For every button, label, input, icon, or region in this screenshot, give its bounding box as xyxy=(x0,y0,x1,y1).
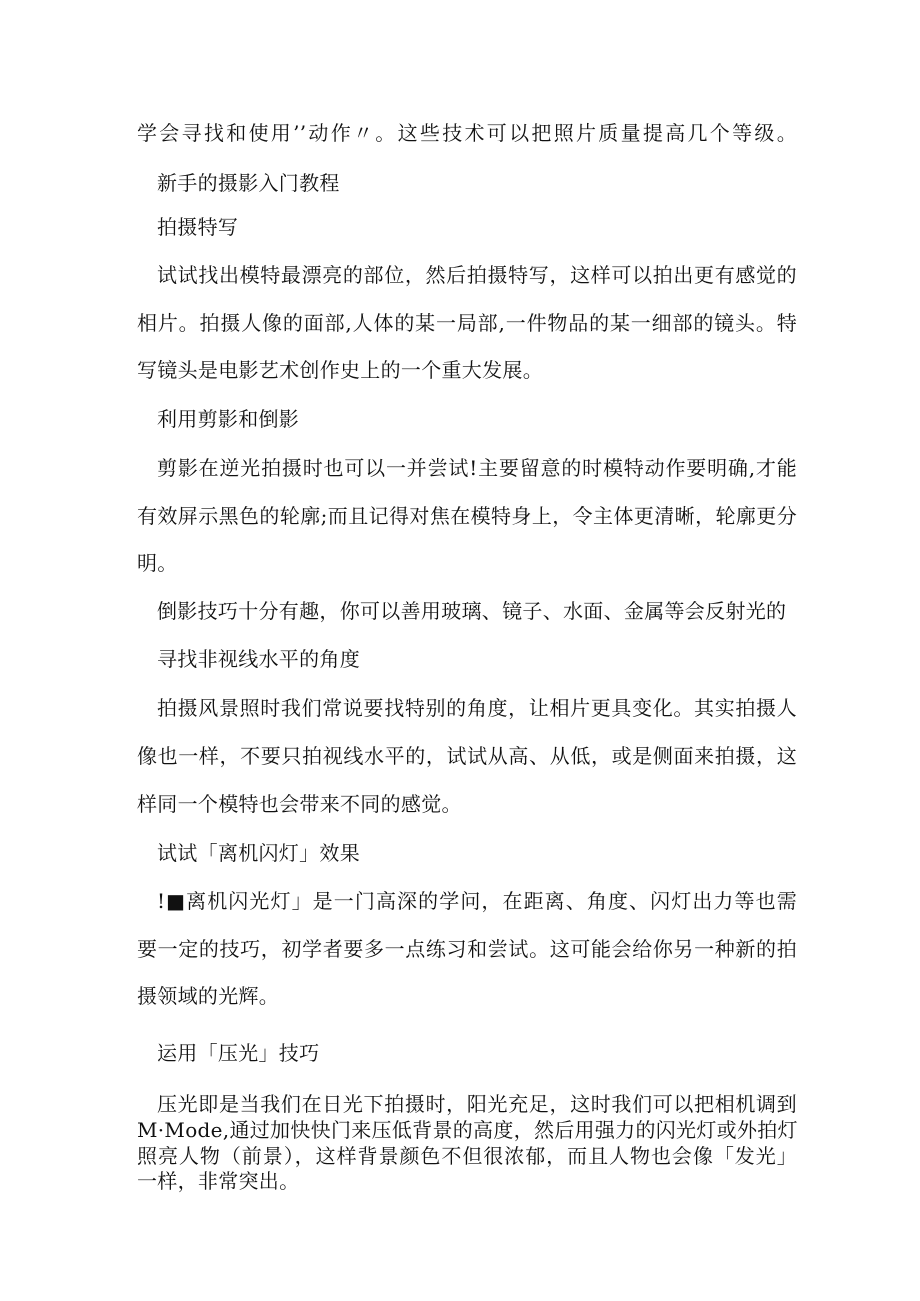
section-heading: 新手的摄影入门教程 xyxy=(157,171,340,195)
paragraph-line: 一样，非常突出。 xyxy=(137,1169,300,1193)
paragraph-line: 有效屏示黑色的轮廓;而且记得对焦在模特身上，令主体更清晰，轮廓更分 xyxy=(137,504,797,528)
section-heading: 拍摄特写 xyxy=(157,215,239,239)
paragraph-line: 摄领域的光辉。 xyxy=(137,984,280,1008)
paragraph-line: 剪影在逆光拍摄时也可以一并尝试!主要留意的时模特动作要明确,才能 xyxy=(157,456,797,480)
paragraph-line: 明。 xyxy=(137,551,178,575)
paragraph-line: 写镜头是电影艺术创作史上的一个重大发展。 xyxy=(137,358,543,382)
section-heading: 寻找非视线水平的角度 xyxy=(157,647,360,671)
paragraph-line: 压光即是当我们在日光下拍摄时，阳光充足，这时我们可以把相机调到 xyxy=(157,1092,797,1116)
paragraph-line: 试试找出模特最漂亮的部位，然后拍摄特写，这样可以拍出更有感觉的 xyxy=(157,263,797,287)
paragraph-line: M·Mode,通过加快快门来压低背景的高度，然后用强力的闪光灯或外拍灯 xyxy=(137,1118,798,1142)
section-heading: 试试「离机闪灯」效果 xyxy=(157,841,360,865)
paragraph-line: 照亮人物（前景），这样背景颜色不但很浓郁，而且人物也会像「发光」 xyxy=(137,1144,797,1168)
paragraph-line: 要一定的技巧，初学者要多一点练习和尝试。这可能会给你另一种新的拍 xyxy=(137,937,797,961)
paragraph-line: 倒影技巧十分有趣，你可以善用玻璃、镜子、水面、金属等会反射光的 xyxy=(157,599,787,623)
section-heading: 运用「压光」技巧 xyxy=(157,1041,320,1065)
paragraph-line: 相片。拍摄人像的面部,人体的某一局部,一件物品的某一细部的镜头。特 xyxy=(137,311,797,335)
paragraph-line: !■离机闪光灯」是一门高深的学问，在距离、角度、闪灯出力等也需 xyxy=(157,889,797,913)
paragraph-line: 样同一个模特也会带来不同的感觉。 xyxy=(137,792,462,816)
paragraph-line: 像也一样，不要只拍视线水平的，试试从高、从低，或是侧面来拍摄，这 xyxy=(137,744,797,768)
paragraph-line: 学会寻找和使用’’动作〃。这些技术可以把照片质量提高几个等级。 xyxy=(137,121,797,145)
paragraph-line: 拍摄风景照时我们常说要找特别的角度，让相片更具变化。其实拍摄人 xyxy=(157,696,797,720)
section-heading: 利用剪影和倒影 xyxy=(157,407,300,431)
